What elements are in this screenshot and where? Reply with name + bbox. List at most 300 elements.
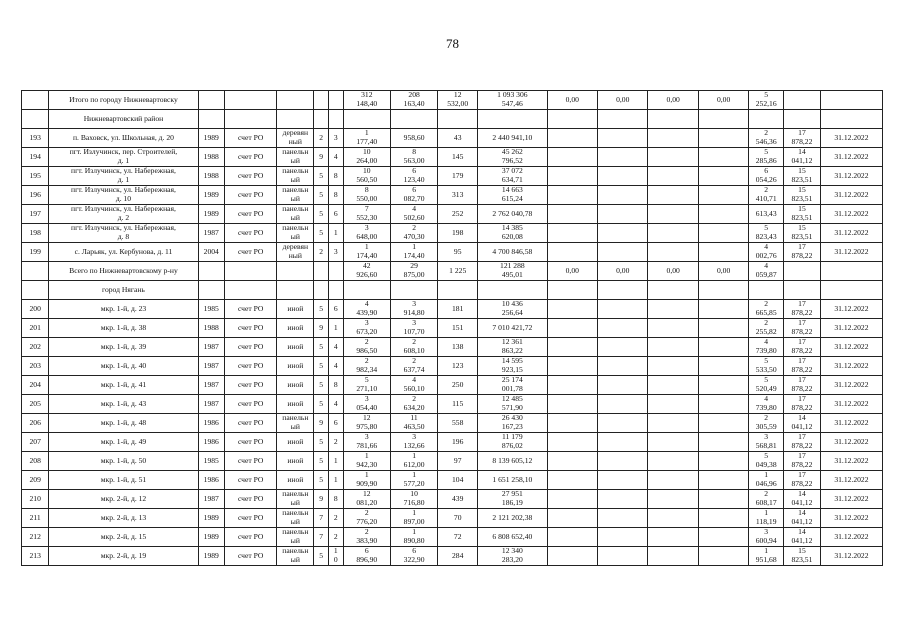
total-value (749, 91, 784, 110)
cell-text: 9 (319, 417, 323, 427)
cell-text: 17 878,22 (791, 451, 813, 469)
cell-text: 1 (333, 455, 338, 465)
residents (438, 357, 478, 376)
living-area (390, 452, 437, 471)
cell-text: 4 439,90 (356, 299, 378, 317)
cost-col-3 (648, 186, 698, 205)
cell-text: счет РО (237, 512, 264, 522)
address (49, 129, 198, 148)
cell-text: счет РО (237, 303, 264, 313)
account-type (224, 205, 277, 224)
table-cell (22, 262, 49, 281)
unit-cost (749, 528, 784, 547)
cell-text: деревян ный (282, 128, 309, 146)
cell-text: счет РО (237, 208, 264, 218)
address (49, 167, 198, 186)
total-area (343, 528, 390, 547)
cell-text: 181 (452, 303, 464, 313)
wall-material (277, 452, 314, 471)
address (49, 338, 198, 357)
cell-text: 3 107,70 (403, 318, 425, 336)
cell-text: 4 739,80 (755, 337, 777, 355)
residents (438, 528, 478, 547)
cost-col-3 (648, 167, 698, 186)
cell-text: Нижневартовский район (83, 113, 164, 123)
cell-text: 138 (452, 341, 464, 351)
cell-text: 1 225 (449, 265, 467, 275)
page-number: 78 (446, 36, 459, 51)
cell-text: 613,43 (755, 208, 777, 218)
table-cell (343, 281, 390, 300)
living-area (390, 357, 437, 376)
wall-material (277, 490, 314, 509)
repair-cost (478, 395, 547, 414)
cell-text: 1 909,90 (356, 470, 378, 488)
cost-col-4 (698, 528, 748, 547)
cell-text: счет РО (237, 341, 264, 351)
cell-text: 14 041,12 (791, 508, 813, 526)
living-area (390, 129, 437, 148)
deadline (820, 471, 882, 490)
living-area (390, 433, 437, 452)
cell-text: 2 305,59 (755, 413, 777, 431)
cost-col-1 (547, 433, 597, 452)
cell-text: Всего по Нижневартовскому р-ну (69, 265, 178, 275)
cell-text: 5 (319, 379, 323, 389)
cell-text: 12 485 571,90 (501, 394, 523, 412)
cell-text: панельн ый (282, 166, 309, 184)
account-type (224, 186, 277, 205)
table-cell (277, 281, 314, 300)
wall-material (277, 547, 314, 566)
cell-text: 31.12.2022 (834, 493, 869, 503)
floors (314, 452, 329, 471)
cell-text: счет РО (237, 246, 264, 256)
living-area (390, 490, 437, 509)
cell-text: 209 (29, 474, 41, 484)
address (49, 433, 198, 452)
max-unit-cost (784, 509, 821, 528)
cell-text: 5 520,49 (755, 375, 777, 393)
residents (438, 395, 478, 414)
cell-text: 10 264,00 (356, 147, 378, 165)
wall-material (277, 414, 314, 433)
cell-text: 115 (452, 398, 464, 408)
cost-col-4 (698, 338, 748, 357)
account-type (224, 357, 277, 376)
total-area (343, 186, 390, 205)
cell-text: 284 (452, 550, 464, 560)
repair-cost (478, 167, 547, 186)
max-unit-cost (784, 452, 821, 471)
max-unit-cost (784, 547, 821, 566)
repair-cost (478, 186, 547, 205)
cell-text: 4 502,60 (403, 204, 425, 222)
cost-col-4 (698, 414, 748, 433)
entrances (328, 338, 343, 357)
cell-text: 7 (319, 512, 323, 522)
cost-col-4 (698, 433, 748, 452)
table-cell (648, 281, 698, 300)
cell-text: 8 563,00 (403, 147, 425, 165)
wall-material (277, 224, 314, 243)
total-area (343, 224, 390, 243)
cell-text: 1 174,40 (356, 242, 378, 260)
total-value (698, 91, 748, 110)
repair-cost (478, 376, 547, 395)
cost-col-4 (698, 490, 748, 509)
repair-cost (478, 528, 547, 547)
cell-text: 17 878,22 (791, 394, 813, 412)
living-area (390, 414, 437, 433)
cell-text: город Нягань (102, 284, 145, 294)
year-built (198, 338, 224, 357)
wall-material (277, 528, 314, 547)
year-built (198, 490, 224, 509)
cost-col-1 (547, 490, 597, 509)
cell-text: панельн ый (282, 223, 309, 241)
cell-text: 8 (333, 379, 338, 389)
cell-text: 4 002,76 (755, 242, 777, 260)
total-row (22, 91, 883, 110)
wall-material (277, 129, 314, 148)
cell-text: 4 700 846,58 (492, 246, 533, 256)
residents (438, 300, 478, 319)
entrances (328, 224, 343, 243)
section-header-row (22, 281, 883, 300)
table-row (22, 167, 883, 186)
cell-text: 26 430 167,23 (501, 413, 523, 431)
cell-text: 1987 (203, 398, 219, 408)
wall-material (277, 338, 314, 357)
cell-text: 5 533,50 (755, 356, 777, 374)
total-area (343, 376, 390, 395)
cell-text: 1 890,80 (403, 527, 425, 545)
row-number (22, 509, 49, 528)
cell-text: 1986 (203, 436, 219, 446)
cell-text: 31.12.2022 (834, 132, 869, 142)
deadline (820, 243, 882, 262)
wall-material (277, 319, 314, 338)
table-row (22, 357, 883, 376)
cost-col-3 (648, 300, 698, 319)
entrances (328, 528, 343, 547)
row-number (22, 395, 49, 414)
table-row (22, 300, 883, 319)
row-number (22, 205, 49, 224)
cell-text: 31.12.2022 (834, 531, 869, 541)
cost-col-2 (598, 243, 648, 262)
entrances (328, 300, 343, 319)
table-cell (277, 262, 314, 281)
cell-text: мкр. 2-й, д. 15 (100, 531, 147, 541)
cost-col-4 (698, 452, 748, 471)
cost-col-3 (648, 471, 698, 490)
cell-text: 313 (452, 189, 464, 199)
total-value (749, 262, 784, 281)
cell-text: 205 (29, 398, 41, 408)
total-area (343, 471, 390, 490)
cell-text: 17 878,22 (791, 337, 813, 355)
cell-text: 6 054,26 (755, 166, 777, 184)
repair-cost (478, 414, 547, 433)
table-cell (478, 110, 547, 129)
cell-text: 4 (333, 151, 338, 161)
table-cell (314, 281, 329, 300)
table-row (22, 319, 883, 338)
row-number (22, 471, 49, 490)
cell-text: 95 (453, 246, 462, 256)
table-cell (224, 110, 277, 129)
cost-col-1 (547, 471, 597, 490)
account-type (224, 167, 277, 186)
total-area (343, 129, 390, 148)
cell-text: 1987 (203, 341, 219, 351)
address (49, 186, 198, 205)
living-area (390, 148, 437, 167)
cell-text: 1989 (203, 208, 219, 218)
row-number (22, 528, 49, 547)
living-area (390, 243, 437, 262)
cell-text: счет РО (237, 322, 264, 332)
cost-col-1 (547, 357, 597, 376)
year-built (198, 509, 224, 528)
cost-col-3 (648, 395, 698, 414)
cost-col-4 (698, 243, 748, 262)
cost-col-2 (598, 167, 648, 186)
wall-material (277, 205, 314, 224)
cell-text: счет РО (237, 379, 264, 389)
cell-text: панельн ый (282, 204, 309, 222)
cell-text: 2 986,50 (356, 337, 378, 355)
cell-text: 31.12.2022 (834, 512, 869, 522)
total-area (343, 547, 390, 566)
cell-text: счет РО (237, 531, 264, 541)
cell-text: 558 (452, 417, 464, 427)
cell-text: 2 (333, 531, 338, 541)
total-value (390, 91, 437, 110)
cell-text: 0,00 (565, 265, 579, 275)
account-type (224, 300, 277, 319)
year-built (198, 148, 224, 167)
cost-col-3 (648, 433, 698, 452)
row-number (22, 452, 49, 471)
row-number (22, 357, 49, 376)
total-value (390, 262, 437, 281)
cell-text: 1 612,00 (403, 451, 425, 469)
unit-cost (749, 224, 784, 243)
account-type (224, 433, 277, 452)
deadline (820, 376, 882, 395)
table-cell (390, 110, 437, 129)
cell-text: иной (287, 360, 304, 370)
cell-text: 9 (319, 493, 323, 503)
cell-text: 1989 (203, 189, 219, 199)
year-built (198, 205, 224, 224)
entrances (328, 148, 343, 167)
cell-text: п. Ваховск, ул. Школьная, д. 20 (72, 132, 174, 142)
cell-text: 4 059,87 (755, 261, 777, 279)
cell-text: 29 875,00 (403, 261, 425, 279)
cell-text: 439 (452, 493, 464, 503)
cell-text: мкр. 1-й, д. 41 (100, 379, 147, 389)
wall-material (277, 471, 314, 490)
max-unit-cost (784, 414, 821, 433)
residents (438, 452, 478, 471)
entrances (328, 186, 343, 205)
cell-text: 207 (29, 436, 41, 446)
cell-text: счет РО (237, 398, 264, 408)
cell-text: 6 896,90 (356, 546, 378, 564)
cell-text: 1985 (203, 303, 219, 313)
floors (314, 376, 329, 395)
cost-col-3 (648, 205, 698, 224)
table-cell (438, 281, 478, 300)
cell-text: 2004 (203, 246, 219, 256)
cell-text: мкр. 1-й, д. 39 (100, 341, 147, 351)
cell-text: 203 (29, 360, 41, 370)
deadline (820, 357, 882, 376)
cost-col-3 (648, 547, 698, 566)
cell-text: 1985 (203, 455, 219, 465)
cell-text: 7 552,30 (356, 204, 378, 222)
cost-col-2 (598, 433, 648, 452)
total-area (343, 243, 390, 262)
floors (314, 528, 329, 547)
cost-col-1 (547, 205, 597, 224)
cell-text: 202 (29, 341, 41, 351)
residents (438, 547, 478, 566)
cell-text: 5 285,86 (755, 147, 777, 165)
residents (438, 490, 478, 509)
cell-text: 31.12.2022 (834, 550, 869, 560)
table-cell (224, 281, 277, 300)
deadline (820, 205, 882, 224)
cell-text: 5 (319, 341, 323, 351)
entrances (328, 167, 343, 186)
cell-text: 17 878,22 (791, 242, 813, 260)
year-built (198, 357, 224, 376)
total-area (343, 490, 390, 509)
cell-text: счет РО (237, 455, 264, 465)
table-cell (820, 281, 882, 300)
cell-text: 6 (333, 208, 338, 218)
cell-text: 5 271,10 (356, 375, 378, 393)
cell-text: счет РО (237, 436, 264, 446)
cell-text: 1 177,40 (356, 128, 378, 146)
table-cell (22, 110, 49, 129)
cost-col-1 (547, 224, 597, 243)
cell-text: 2 762 040,78 (492, 208, 533, 218)
cell-text: 0,00 (565, 94, 579, 104)
section-title (49, 110, 198, 129)
wall-material (277, 167, 314, 186)
cell-text: 0,00 (616, 265, 630, 275)
table-cell (547, 281, 597, 300)
entrances (328, 490, 343, 509)
cost-col-1 (547, 376, 597, 395)
cell-text: пгт. Излучинск, ул. Набережная, д. 2 (71, 204, 176, 222)
cell-text: мкр. 1-й, д. 50 (100, 455, 147, 465)
entrances (328, 547, 343, 566)
total-value (784, 262, 821, 281)
cell-text: 1989 (203, 550, 219, 560)
cell-text: 1 577,20 (403, 470, 425, 488)
cell-text: 2 665,85 (755, 299, 777, 317)
total-value (478, 262, 547, 281)
unit-cost (749, 395, 784, 414)
cell-text: 4 560,10 (403, 375, 425, 393)
cell-text: 31.12.2022 (834, 398, 869, 408)
wall-material (277, 376, 314, 395)
cost-col-3 (648, 319, 698, 338)
cost-col-4 (698, 471, 748, 490)
unit-cost (749, 167, 784, 186)
row-number (22, 243, 49, 262)
cell-text: 4 739,80 (755, 394, 777, 412)
cost-col-2 (598, 376, 648, 395)
cell-text: 25 174 001,78 (501, 375, 523, 393)
floors (314, 338, 329, 357)
cell-text: 208 163,40 (403, 90, 425, 108)
floors (314, 414, 329, 433)
cell-text: 199 (29, 246, 41, 256)
cell-text: 1 897,00 (403, 508, 425, 526)
cell-text: 204 (29, 379, 41, 389)
account-type (224, 452, 277, 471)
cell-text: 195 (29, 170, 41, 180)
living-area (390, 300, 437, 319)
row-number (22, 319, 49, 338)
row-number (22, 148, 49, 167)
account-type (224, 148, 277, 167)
max-unit-cost (784, 357, 821, 376)
cell-text: 3 673,20 (356, 318, 378, 336)
unit-cost (749, 490, 784, 509)
cell-text: 31.12.2022 (834, 341, 869, 351)
cell-text: 10 560,50 (356, 166, 378, 184)
total-value (698, 262, 748, 281)
section-header-row (22, 110, 883, 129)
total-value (343, 262, 390, 281)
deadline (820, 148, 882, 167)
cost-col-4 (698, 509, 748, 528)
max-unit-cost (784, 490, 821, 509)
cell-text: иной (287, 341, 304, 351)
unit-cost (749, 471, 784, 490)
cost-col-2 (598, 395, 648, 414)
cost-col-2 (598, 319, 648, 338)
table-cell (438, 110, 478, 129)
table-cell (314, 110, 329, 129)
cost-col-1 (547, 243, 597, 262)
floors (314, 243, 329, 262)
cell-text: 196 (452, 436, 464, 446)
cost-col-3 (648, 509, 698, 528)
cost-col-2 (598, 490, 648, 509)
cell-text: 3 914,80 (403, 299, 425, 317)
year-built (198, 167, 224, 186)
total-area (343, 319, 390, 338)
floors (314, 547, 329, 566)
cell-text: мкр. 1-й, д. 49 (100, 436, 147, 446)
year-built (198, 414, 224, 433)
cost-col-1 (547, 528, 597, 547)
cell-text: пгт. Излучинск, ул. Набережная, д. 8 (71, 223, 176, 241)
repair-cost (478, 357, 547, 376)
cost-col-2 (598, 224, 648, 243)
cell-text: 14 041,12 (791, 489, 813, 507)
